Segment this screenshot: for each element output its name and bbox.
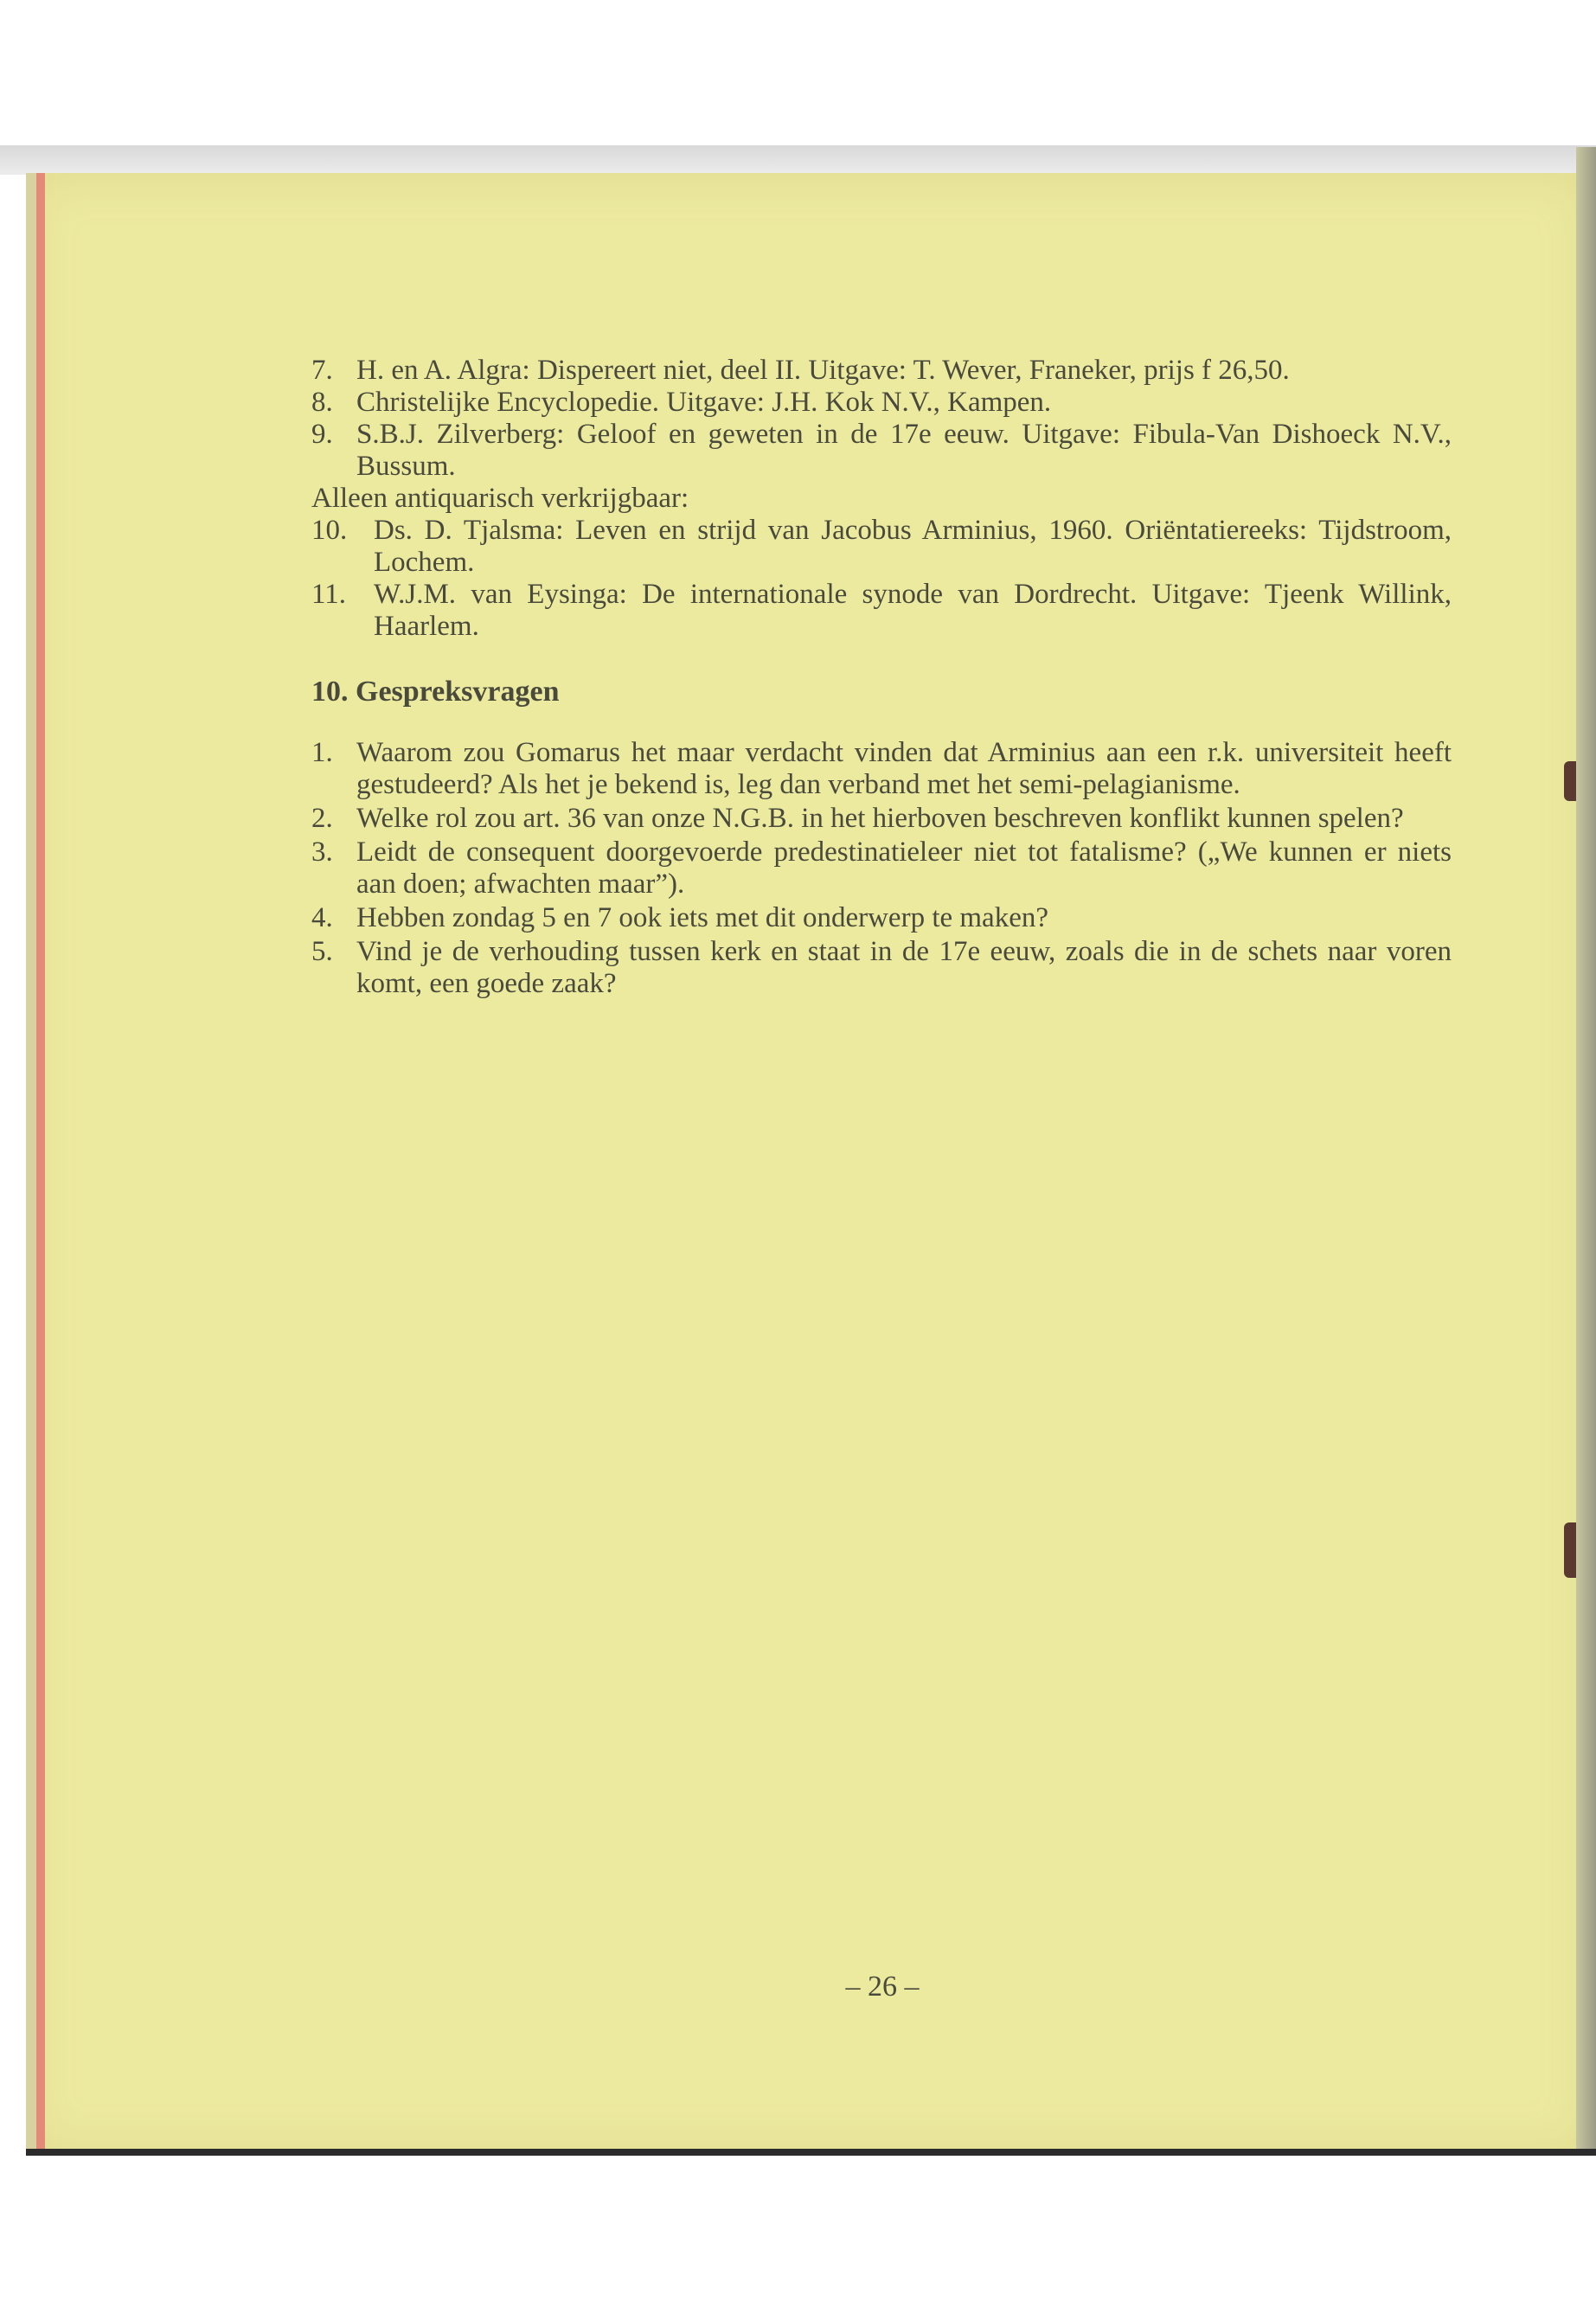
- scan-shadow: [0, 145, 1596, 175]
- question-item: [311, 803, 1452, 835]
- reference-item: [311, 387, 1452, 419]
- question-item: [311, 737, 1452, 801]
- page-left-edge: [26, 173, 36, 2154]
- question-item: [311, 836, 1452, 901]
- reference-text: Ds. D. Tjalsma: Leven en strijd van Jacobus Arminius, 1960. Oriëntatiereeks: Tijdstroom, Lochem.: [374, 515, 1452, 578]
- question-item: [311, 936, 1452, 1000]
- reference-item: [311, 579, 1452, 643]
- reference-item: [311, 419, 1452, 483]
- reference-number: 9.: [311, 419, 333, 450]
- reference-item: [311, 515, 1452, 579]
- question-text: Welke rol zou art. 36 van onze N.G.B. in het hierboven beschreven konflikt kunnen spelen?: [356, 803, 1404, 834]
- question-text: Waarom zou Gomarus het maar verdacht vinden dat Arminius aan een r.k. universiteit heeft gestudeerd? Als het je bekend is, leg dan verband met het semi-pelagianisme.: [356, 737, 1452, 800]
- question-item: [311, 902, 1452, 934]
- reference-text: W.J.M. van Eysinga: De internationale synode van Dordrecht. Uitgave: Tjeenk Willink, Haarlem.: [374, 579, 1452, 642]
- binder-tab-mark: [1564, 1522, 1576, 1578]
- question-number: 5.: [311, 936, 333, 967]
- reference-text: S.B.J. Zilverberg: Geloof en geweten in de 17e eeuw. Uitgave: Fibula-Van Dishoeck N.V., Bussum.: [356, 419, 1452, 482]
- reference-text: Christelijke Encyclopedie. Uitgave: J.H. Kok N.V., Kampen.: [356, 387, 1052, 418]
- reference-number: 10.: [311, 515, 348, 546]
- question-number: 2.: [311, 803, 333, 834]
- question-number: 1.: [311, 737, 333, 768]
- question-number: 3.: [311, 836, 333, 868]
- reference-number: 11.: [311, 579, 347, 610]
- document-body: [311, 355, 1452, 1002]
- page-number: – 26 –: [845, 1971, 920, 2003]
- question-list: [311, 737, 1452, 1000]
- reference-item: [311, 355, 1452, 387]
- reference-number: 8.: [311, 387, 333, 418]
- reference-list: [311, 355, 1452, 483]
- antiquarian-note: Alleen antiquarisch verkrijgbaar:: [311, 483, 689, 514]
- section-heading: 10. Gespreksvragen: [311, 676, 560, 708]
- question-text: Hebben zondag 5 en 7 ook iets met dit onderwerp te maken?: [356, 902, 1048, 933]
- question-text: Vind je de verhouding tussen kerk en staat in de 17e eeuw, zoals die in de schets naar voren komt, een goede zaak?: [356, 936, 1452, 999]
- reference-text: H. en A. Algra: Dispereert niet, deel II. Uitgave: T. Wever, Franeker, prijs f 26,50.: [356, 355, 1290, 386]
- page-right-edge: [1576, 147, 1596, 2154]
- page-bottom-edge: [26, 2149, 1596, 2156]
- question-text: Leidt de consequent doorgevoerde predestinatieleer niet tot fatalisme? („We kunnen er niets aan doen; afwachten maar”).: [356, 836, 1452, 900]
- reference-number: 7.: [311, 355, 333, 386]
- binder-tab-mark: [1564, 761, 1576, 801]
- question-number: 4.: [311, 902, 333, 933]
- antiquarian-reference-list: [311, 515, 1452, 643]
- page-red-margin: [36, 173, 45, 2154]
